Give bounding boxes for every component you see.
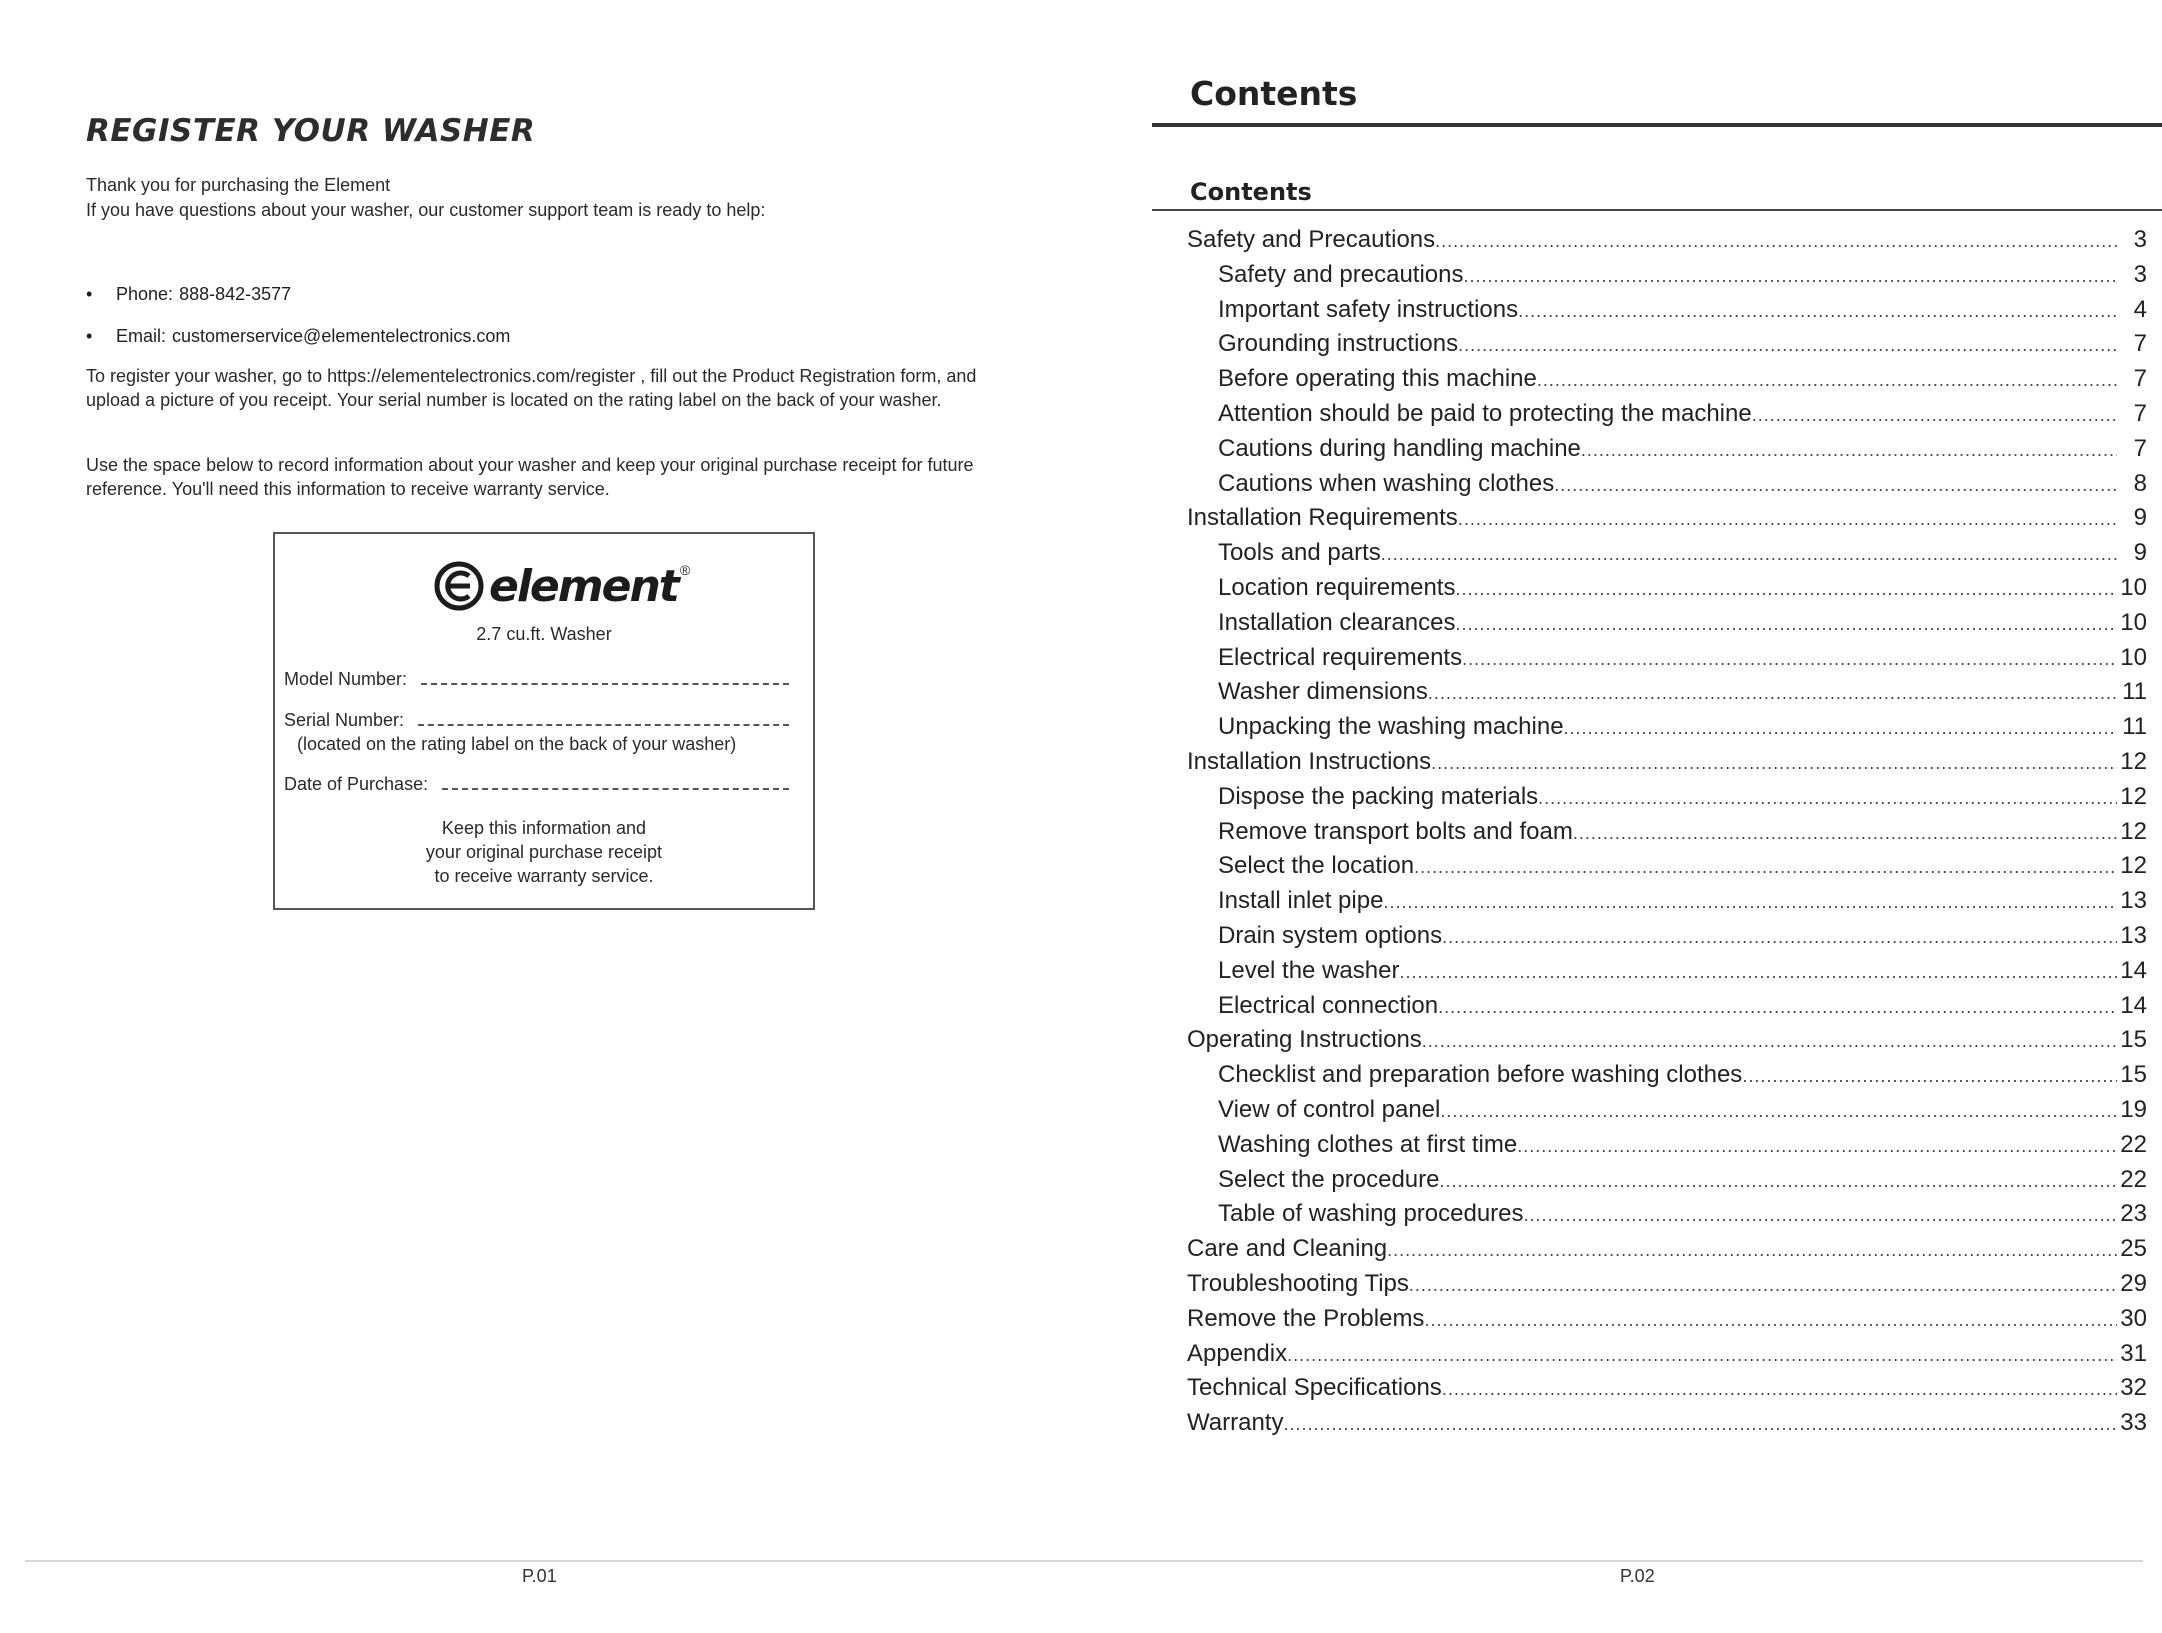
card-footer-line-3: to receive warranty service. — [434, 866, 654, 886]
toc-entry-title: Select the location — [1218, 852, 1415, 880]
toc-entry-page: 31 — [2120, 1339, 2147, 1367]
toc-entry[interactable] — [1187, 849, 2147, 884]
model-number-row — [284, 669, 789, 690]
toc-dot-leader — [1283, 1407, 2117, 1442]
toc-entry-title: Appendix — [1187, 1339, 1288, 1367]
toc-entry-page: 19 — [2120, 1095, 2147, 1123]
register-instructions: To register your washer, go to https://elementelectronics.com/register , fill out the Product Registration form, and upload a picture of you receipt. Your serial number is located on the rating label on the back of your washer. — [86, 366, 977, 410]
phone-value: 888-842-3577 — [179, 284, 292, 304]
card-footer-line-1: Keep this information and — [441, 818, 647, 838]
toc-dot-leader — [1381, 537, 2117, 572]
toc-dot-leader — [1399, 955, 2117, 990]
toc-entry-page: 22 — [2120, 1165, 2147, 1193]
toc-entry-title: Installation Requirements — [1187, 504, 1458, 532]
toc-entry-title: Electrical requirements — [1218, 643, 1463, 671]
toc-dot-leader — [1524, 1198, 2117, 1233]
toc-entry-page: 29 — [2120, 1269, 2147, 1297]
toc-entry-page: 3 — [2133, 260, 2147, 288]
page-number-left: P.01 — [522, 1566, 557, 1586]
serial-number-row — [284, 710, 789, 731]
toc-entry-page: 3 — [2133, 226, 2147, 253]
toc-entry-page: 15 — [2120, 1061, 2147, 1089]
toc-dot-leader — [1455, 572, 2117, 607]
toc-entry-page: 30 — [2120, 1304, 2147, 1332]
toc-entry-title: Operating Instructions — [1187, 1026, 1422, 1054]
toc-entry-page: 7 — [2133, 365, 2147, 393]
contact-phone — [86, 282, 510, 324]
toc-entry-title: Electrical connection — [1218, 991, 1439, 1019]
toc-entry[interactable] — [1187, 1093, 2147, 1128]
toc-dot-leader — [1387, 1233, 2117, 1268]
footer-divider — [25, 1560, 2143, 1562]
intro-text — [86, 173, 765, 223]
card-footer-note — [275, 816, 813, 888]
toc-entry-title: Technical Specifications — [1187, 1374, 1442, 1402]
toc-entry[interactable] — [1187, 1302, 2147, 1337]
page-number-right: P.02 — [1620, 1566, 1655, 1586]
toc-entry-page: 9 — [2133, 504, 2147, 532]
toc-entry[interactable] — [1187, 710, 2147, 745]
toc-dot-leader — [1538, 781, 2117, 816]
toc-entry-page: 15 — [2120, 1026, 2147, 1054]
toc-entry[interactable] — [1187, 989, 2147, 1024]
register-title: REGISTER YOUR WASHER — [86, 113, 536, 149]
toc-entry[interactable] — [1187, 501, 2147, 536]
serial-number-blank — [418, 712, 789, 726]
toc-entry-title: Care and Cleaning — [1187, 1235, 1388, 1263]
product-subtitle: 2.7 cu.ft. Washer — [476, 624, 612, 644]
serial-number-label: Serial Number: — [284, 710, 405, 730]
subtitle-divider — [1152, 209, 2162, 211]
toc-entry-page: 22 — [2120, 1130, 2147, 1158]
toc-entry-title: Remove the Problems — [1187, 1304, 1425, 1332]
toc-entry[interactable] — [1187, 606, 2147, 641]
email-value: customerservice@elementelectronics.com — [172, 326, 511, 346]
toc-entry-page: 4 — [2133, 295, 2147, 323]
intro-line-2: If you have questions about your washer, our customer support team is ready to help: — [86, 200, 766, 220]
toc-entry-page: 10 — [2120, 643, 2147, 671]
toc-entry[interactable] — [1187, 362, 2147, 397]
toc-entry[interactable] — [1187, 919, 2147, 954]
logo-wordmark: element — [489, 560, 678, 612]
toc-dot-leader — [1435, 224, 2117, 259]
toc-entry-title: Washer dimensions — [1218, 678, 1428, 706]
toc-entry[interactable] — [1187, 1371, 2147, 1406]
toc-entry[interactable] — [1187, 571, 2147, 606]
toc-entry[interactable] — [1187, 1163, 2147, 1198]
toc-entry-title: Important safety instructions — [1218, 295, 1519, 323]
contact-list — [86, 282, 510, 366]
toc-entry-page: 7 — [2133, 434, 2147, 462]
toc-entry-page: 14 — [2120, 956, 2147, 984]
toc-dot-leader — [1462, 642, 2117, 677]
toc-entry[interactable] — [1187, 675, 2147, 710]
toc-entry-title: Grounding instructions — [1218, 330, 1459, 358]
element-logo-icon — [433, 560, 485, 612]
toc-entry[interactable] — [1187, 1406, 2147, 1441]
toc-entry-title: Unpacking the washing machine — [1218, 713, 1564, 741]
toc-dot-leader — [1424, 1303, 2117, 1338]
toc-entry-title: Checklist and preparation before washing clothes — [1218, 1061, 1743, 1089]
toc-entry[interactable] — [1187, 536, 2147, 571]
toc-entry-title: Safety and Precautions — [1187, 226, 1436, 253]
toc-entry[interactable] — [1187, 1128, 2147, 1163]
intro-line-1: Thank you for purchasing the Element — [86, 175, 391, 195]
right-page — [1080, 0, 2162, 1633]
date-of-purchase-blank — [442, 776, 789, 790]
toc-entry-page: 12 — [2120, 852, 2147, 880]
email-label: Email: — [116, 326, 167, 346]
toc-dot-leader — [1442, 920, 2117, 955]
toc-dot-leader — [1455, 607, 2117, 642]
toc-entry-page: 9 — [2133, 539, 2147, 567]
toc-entry[interactable] — [1187, 258, 2147, 293]
toc-dot-leader — [1537, 363, 2117, 398]
toc-entry[interactable] — [1187, 954, 2147, 989]
toc-entry-page: 10 — [2120, 573, 2147, 601]
toc-dot-leader — [1428, 676, 2117, 711]
toc-dot-leader — [1518, 294, 2117, 329]
toc-entry-title: Safety and precautions — [1218, 260, 1464, 288]
toc-entry-page: 11 — [2122, 678, 2147, 706]
toc-dot-leader — [1414, 850, 2117, 885]
toc-dot-leader — [1458, 502, 2117, 537]
toc-entry-title: Troubleshooting Tips — [1187, 1269, 1409, 1297]
registration-card — [273, 532, 815, 910]
toc-entry-title: Installation clearances — [1218, 608, 1456, 636]
toc-entry[interactable] — [1187, 1232, 2147, 1267]
toc-entry-page: 25 — [2120, 1235, 2147, 1263]
contact-email — [86, 324, 510, 366]
toc-entry-title: Remove transport bolts and foam — [1218, 817, 1573, 845]
toc-dot-leader — [1438, 990, 2117, 1025]
toc-entry[interactable] — [1187, 1023, 2147, 1058]
toc-entry[interactable] — [1187, 223, 2147, 258]
toc-dot-leader — [1464, 259, 2118, 294]
toc-entry-title: Location requirements — [1218, 573, 1456, 601]
toc-dot-leader — [1409, 1268, 2117, 1303]
date-of-purchase-label: Date of Purchase: — [284, 774, 429, 794]
contents-title: Contents — [1190, 74, 1358, 113]
toc-dot-leader — [1554, 468, 2117, 503]
toc-entry-title: Dispose the packing materials — [1218, 782, 1539, 810]
toc-entry-title: Install inlet pipe — [1218, 887, 1384, 915]
toc-entry-title: Table of washing procedures — [1218, 1200, 1524, 1228]
toc-entry-page: 33 — [2120, 1409, 2147, 1437]
toc-entry-page: 7 — [2133, 330, 2147, 358]
toc-entry-page: 10 — [2120, 608, 2147, 636]
toc-entry-title: View of control panel — [1218, 1095, 1441, 1123]
toc-entry-page: 13 — [2120, 887, 2147, 915]
toc-entry[interactable] — [1187, 884, 2147, 919]
toc-entry-page: 8 — [2133, 469, 2147, 497]
toc-dot-leader — [1439, 1164, 2117, 1199]
toc-entry-title: Attention should be paid to protecting the machine — [1218, 399, 1752, 427]
toc-entry[interactable] — [1187, 397, 2147, 432]
toc-dot-leader — [1742, 1059, 2117, 1094]
toc-entry-title: Before operating this machine — [1218, 365, 1537, 393]
toc-dot-leader — [1458, 328, 2117, 363]
contents-subtitle: Contents — [1190, 178, 1312, 206]
toc-dot-leader — [1440, 1094, 2117, 1129]
toc-entry-page: 11 — [2122, 713, 2147, 741]
model-number-label: Model Number: — [284, 669, 408, 689]
record-instructions: Use the space below to record information about your washer and keep your original purchase receipt for future reference. You'll need this information to receive warranty service. — [86, 455, 974, 499]
toc-entry-title: Warranty — [1187, 1409, 1284, 1437]
phone-label: Phone: — [116, 284, 174, 304]
toc-dot-leader — [1431, 746, 2117, 781]
toc-entry-page: 12 — [2120, 817, 2147, 845]
toc-entry-page: 12 — [2120, 747, 2147, 775]
toc-entry-title: Cautions during handling machine — [1218, 434, 1581, 462]
toc-entry[interactable] — [1187, 641, 2147, 676]
toc-entry[interactable] — [1187, 327, 2147, 362]
toc-entry[interactable] — [1187, 745, 2147, 780]
toc-entry[interactable] — [1187, 815, 2147, 850]
toc-entry-title: Washing clothes at first time — [1218, 1130, 1518, 1158]
toc-entry-page: 7 — [2133, 399, 2147, 427]
toc-entry-title: Tools and parts — [1218, 539, 1381, 567]
toc-dot-leader — [1442, 1372, 2117, 1407]
toc-entry[interactable] — [1187, 1197, 2147, 1232]
toc-entry[interactable] — [1187, 293, 2147, 328]
toc-entry[interactable] — [1187, 467, 2147, 502]
element-logo — [433, 556, 690, 616]
toc-entry-page: 13 — [2120, 921, 2147, 949]
toc-entry-title: Level the washer — [1218, 956, 1400, 984]
toc-entry[interactable] — [1187, 1267, 2147, 1302]
toc-entry[interactable] — [1187, 1058, 2147, 1093]
toc-entry-page: 12 — [2120, 782, 2147, 810]
toc-dot-leader — [1422, 1024, 2117, 1059]
toc-dot-leader — [1573, 816, 2117, 851]
toc-entry-title: Select the procedure — [1218, 1165, 1440, 1193]
toc-entry[interactable] — [1187, 780, 2147, 815]
serial-number-note: (located on the rating label on the back of your washer) — [297, 734, 737, 754]
registered-mark: ® — [679, 562, 691, 578]
date-of-purchase-row — [284, 774, 789, 795]
table-of-contents — [1187, 223, 2147, 1441]
toc-entry[interactable] — [1187, 1337, 2147, 1372]
toc-entry[interactable] — [1187, 432, 2147, 467]
left-page — [0, 0, 1080, 1633]
toc-entry-page: 23 — [2120, 1200, 2147, 1228]
card-footer-line-2: your original purchase receipt — [425, 842, 663, 862]
toc-dot-leader — [1581, 433, 2117, 468]
title-divider — [1152, 123, 2162, 127]
toc-dot-leader — [1752, 398, 2117, 433]
toc-entry-page: 14 — [2120, 991, 2147, 1019]
toc-entry-title: Drain system options — [1218, 921, 1443, 949]
toc-dot-leader — [1517, 1129, 2117, 1164]
toc-dot-leader — [1287, 1338, 2117, 1373]
toc-entry-title: Installation Instructions — [1187, 747, 1432, 775]
toc-entry-title: Cautions when washing clothes — [1218, 469, 1555, 497]
toc-dot-leader — [1383, 885, 2117, 920]
model-number-blank — [421, 671, 789, 685]
toc-dot-leader — [1564, 711, 2117, 746]
toc-entry-page: 32 — [2120, 1374, 2147, 1402]
